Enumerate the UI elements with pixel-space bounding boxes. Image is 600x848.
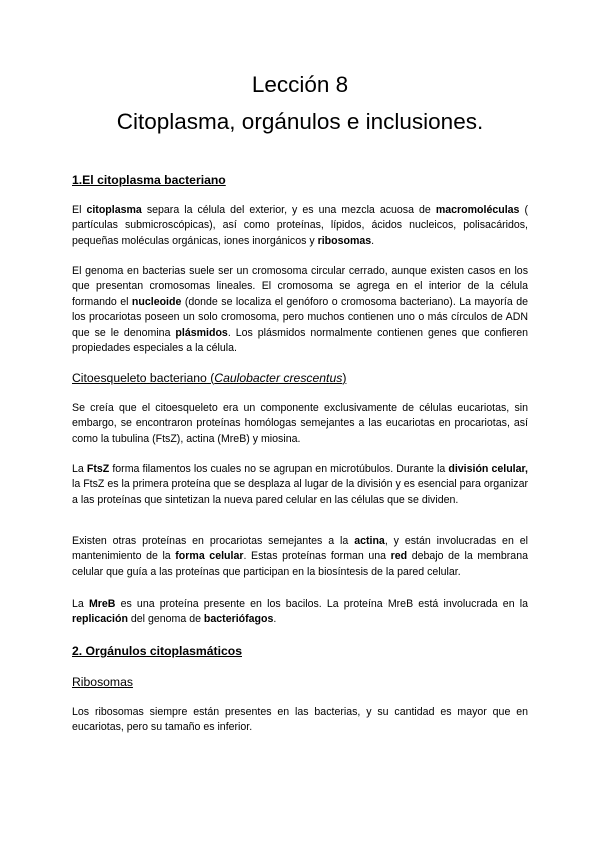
bold-term-macromoleculas: macromoléculas (435, 204, 520, 216)
text-run: . Los plásmidos normalmente contienen genes que confieren propiedades especiales a la célula. (72, 326, 528, 355)
text-run: El genoma en bacterias suele ser un cromosoma circular cerrado, aunque existen casos en los que presentan cromosomas lineales. El cromosoma se agrega en el interior de la célula formando el (72, 265, 528, 308)
text-run: la FtsZ es la primera proteína que se desplaza al lugar de la división y es esencial para organizar a las proteínas que sintetizan la nueva pared celular en las células que se dividen. (72, 478, 528, 506)
text-run: (donde se localiza el genóforo o cromosoma bacteriano). La mayoría de los procariotas poseen un solo cromosoma, pero muchos contienen uno o más círculos de ADN que se le denomina (72, 295, 528, 339)
section-2-paragraph-1: Los ribosomas siempre están presentes en las bacterias, y su cantidad es mayor que en eucariotas, pero su tamaño es inferior. (72, 706, 528, 734)
text-run: , y están involucradas en el mantenimiento de la (72, 535, 528, 563)
bold-term-replicacion: replicación (72, 613, 128, 626)
bold-term-mreb: MreB (88, 598, 116, 610)
lesson-topic-title: Citoplasma, orgánulos e inclusiones. (116, 109, 484, 134)
species-name: Caulobacter crescentus (214, 371, 343, 385)
text-run: debajo de la membrana celular que guía a las proteínas que participan en la biosíntesis de la pared celular. (72, 550, 528, 578)
bold-term-ribosomas: ribosomas (317, 234, 372, 247)
section-1-paragraph-1 (72, 203, 528, 249)
text-run: ( partículas submicroscópicas), así como proteínas, lípidos, ácidos nucleicos, polisacáridos, pequeñas moléculas orgánicas, iones inorgánicos y (72, 204, 528, 247)
text-run: Existen otras proteínas en procariotas semejantes a la (72, 535, 355, 547)
text-run: Citoesqueleto bacteriano ( (72, 371, 215, 385)
text-run: ) (342, 371, 347, 385)
section-1-paragraph-6 (72, 597, 528, 628)
bold-term-plasmidos: plásmidos (175, 326, 228, 339)
text-run: del genoma de (127, 613, 204, 626)
citoesqueleto-subheading (72, 370, 346, 386)
text-run: La (72, 463, 87, 475)
bold-term-red: red (390, 550, 408, 563)
bold-term-forma-celular: forma celular (175, 550, 244, 563)
text-run: . (371, 234, 375, 247)
text-run: es una proteína presente en los bacilos. La proteína MreB está involucrada en la (115, 598, 528, 610)
text-run: forma filamentos los cuales no se agrupan en microtúbulos. Durante la (109, 463, 449, 475)
section-1-paragraph-5 (72, 534, 528, 580)
text-run: separa la célula del exterior, y es una mezcla acuosa de (141, 204, 436, 216)
lesson-number-title: Lección 8 (251, 72, 349, 97)
section-1-paragraph-2 (72, 264, 528, 356)
bold-term-actina: actina (354, 535, 385, 547)
bold-term-nucleoide: nucleoide (131, 295, 182, 308)
section-1-heading: 1.El citoplasma bacteriano (72, 173, 226, 187)
text-run: . Estas proteínas forman una (243, 550, 391, 563)
ribosomas-subheading: Ribosomas (72, 675, 133, 689)
bold-term-citoplasma: citoplasma (86, 204, 142, 216)
bold-term-division-celular: división celular, (448, 463, 529, 475)
text-run: . (273, 613, 277, 626)
bold-term-ftsz: FtsZ (86, 463, 110, 475)
bold-term-bacteriofagos: bacteriófagos (203, 613, 274, 626)
section-1-paragraph-4 (72, 462, 528, 508)
section-1-paragraph-3: Se creía que el citoesqueleto era un componente exclusivamente de células eucariotas, sin embargo, se encontraron proteínas homólogas semejantes a las eucariotas en procariotas, así como la tubulina (FtsZ), actina (MreB) y miosina. (72, 402, 528, 445)
section-2-heading: 2. Orgánulos citoplasmáticos (72, 644, 242, 658)
text-run: La (72, 598, 89, 610)
text-run: El (72, 204, 87, 216)
